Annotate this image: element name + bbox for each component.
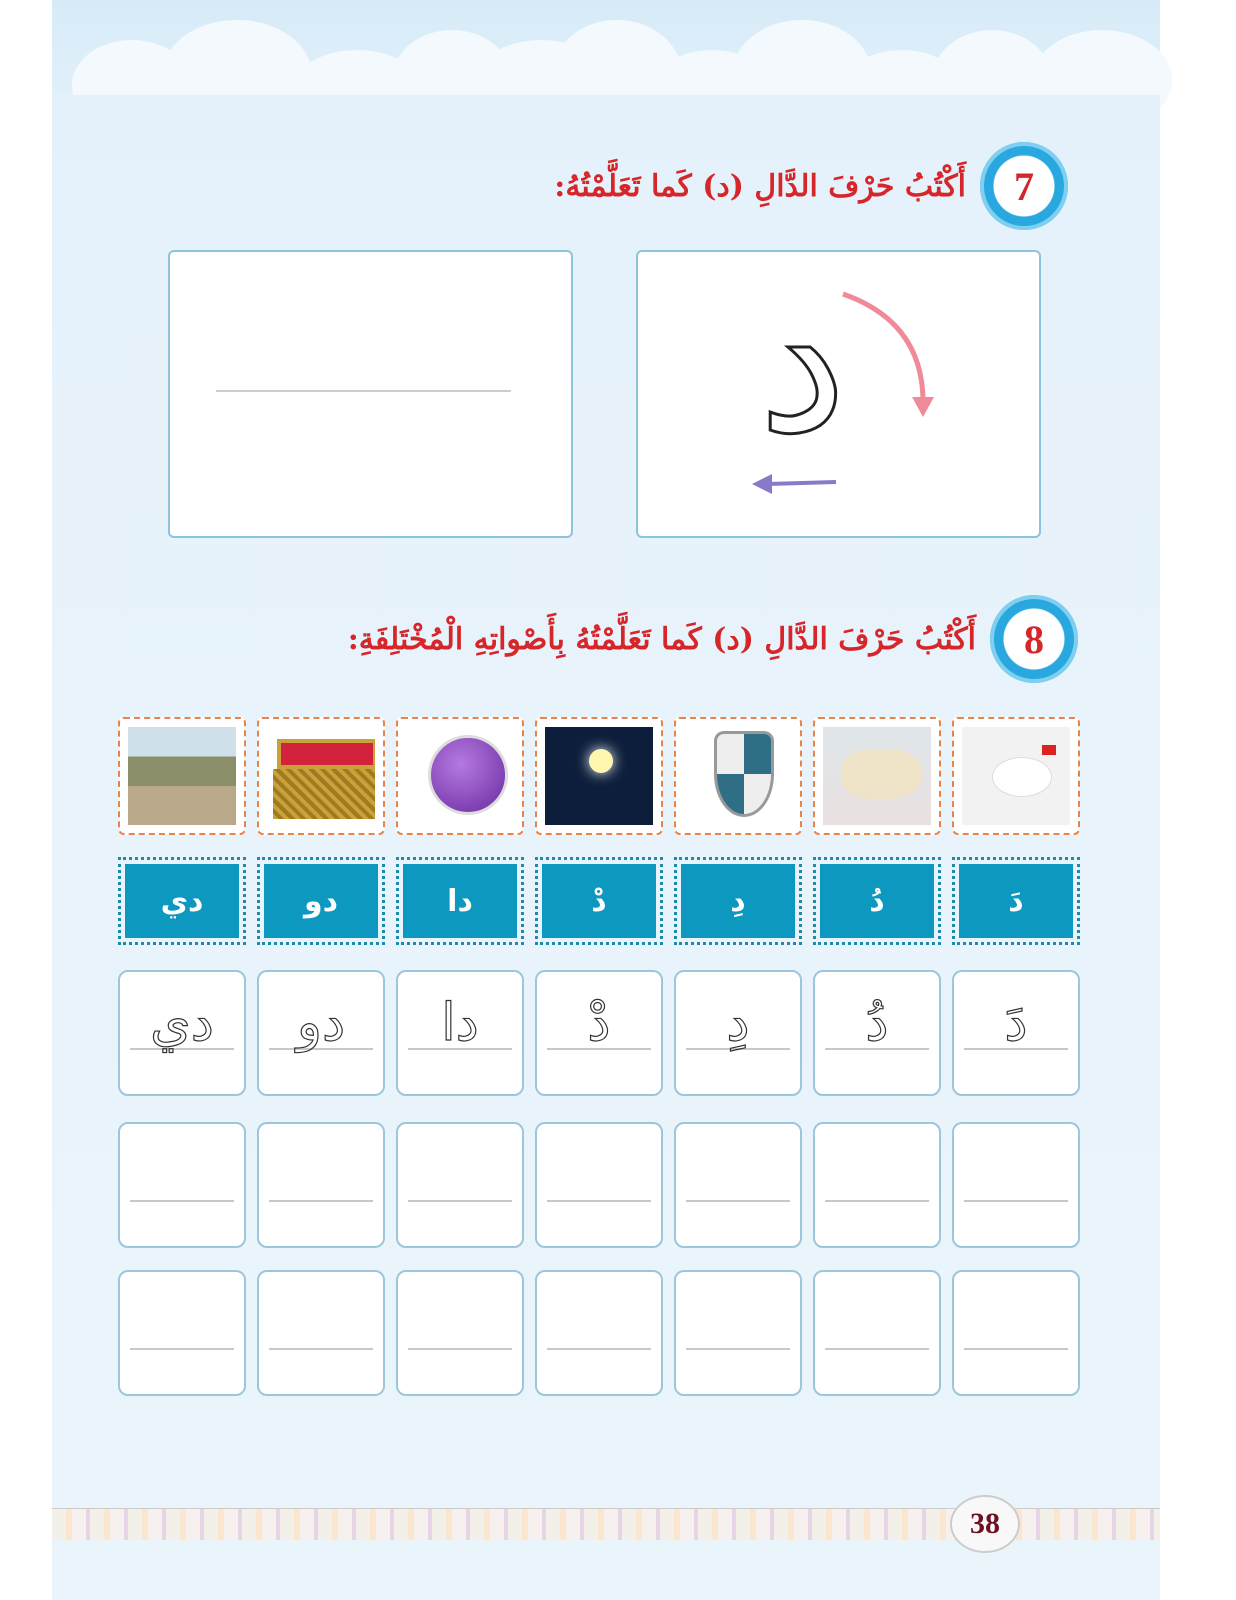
chicken-icon xyxy=(962,727,1070,825)
tracing-cell[interactable]: دي xyxy=(118,970,246,1096)
tracing-cell[interactable]: دِ xyxy=(674,970,802,1096)
writing-cell[interactable] xyxy=(257,1122,385,1248)
shield-icon xyxy=(684,727,792,825)
syllable-label: دي xyxy=(118,857,246,945)
writing-cell[interactable] xyxy=(952,1270,1080,1396)
picture-polar-bear xyxy=(813,717,941,835)
writing-row-2 xyxy=(118,1270,1080,1396)
writing-row-1 xyxy=(118,1122,1080,1248)
moon-icon xyxy=(545,727,653,825)
tracing-cell[interactable]: دو xyxy=(257,970,385,1096)
purple-circle-icon xyxy=(406,727,514,825)
picture-row xyxy=(118,717,1080,835)
stroke-direction-arrows-icon xyxy=(638,245,1043,540)
tracing-cell[interactable]: دا xyxy=(396,970,524,1096)
tracing-row xyxy=(118,970,1080,1096)
writing-cell[interactable] xyxy=(118,1122,246,1248)
picture-purple-circle xyxy=(396,717,524,835)
exercise-7-number-badge: 7 xyxy=(980,142,1068,230)
writing-cell[interactable] xyxy=(535,1122,663,1248)
syllable-label: دَ xyxy=(952,857,1080,945)
exercise-7-instruction: أَكْتُبُ حَرْفَ الدَّالِ (د) كَما تَعَلَّمْتُهُ: xyxy=(554,168,966,204)
syllable-label: دو xyxy=(257,857,385,945)
picture-chicken xyxy=(952,717,1080,835)
exercise-8-number-badge: 8 xyxy=(990,595,1078,683)
writing-cell[interactable] xyxy=(118,1270,246,1396)
exercise-8-instruction: أَكْتُبُ حَرْفَ الدَّالِ (د) كَما تَعَلَّمْتُهُ بِأَصْواتِهِ الْمُخْتَلِفَةِ: xyxy=(347,621,976,657)
page-number: 38 xyxy=(950,1495,1020,1553)
syllable-label: دُ xyxy=(813,857,941,945)
syllable-label-row xyxy=(118,857,1080,945)
polar-bear-icon xyxy=(823,727,931,825)
writing-cell[interactable] xyxy=(257,1270,385,1396)
syllable-label: دِ xyxy=(674,857,802,945)
model-letter-box xyxy=(636,245,1041,538)
picture-moon xyxy=(535,717,663,835)
exercise-7-heading xyxy=(554,142,1068,230)
exercise-8-heading xyxy=(348,595,1078,683)
tracing-cell[interactable]: دْ xyxy=(535,970,663,1096)
model-letter-dal: د xyxy=(758,245,848,478)
syllable-label: دْ xyxy=(535,857,663,945)
writing-cell[interactable] xyxy=(674,1122,802,1248)
writing-box[interactable] xyxy=(168,250,573,538)
writing-cell[interactable] xyxy=(535,1270,663,1396)
picture-zoo xyxy=(118,717,246,835)
treasure-chest-icon xyxy=(267,727,375,825)
writing-cell[interactable] xyxy=(396,1122,524,1248)
tracing-cell[interactable]: دُ xyxy=(813,970,941,1096)
picture-shield xyxy=(674,717,802,835)
writing-cell[interactable] xyxy=(813,1270,941,1396)
writing-cell[interactable] xyxy=(674,1270,802,1396)
writing-cell[interactable] xyxy=(396,1270,524,1396)
picture-treasure-chest xyxy=(257,717,385,835)
syllable-label: دا xyxy=(396,857,524,945)
writing-cell[interactable] xyxy=(952,1122,1080,1248)
tracing-cell[interactable]: دَ xyxy=(952,970,1080,1096)
writing-cell[interactable] xyxy=(813,1122,941,1248)
zoo-icon xyxy=(128,727,236,825)
